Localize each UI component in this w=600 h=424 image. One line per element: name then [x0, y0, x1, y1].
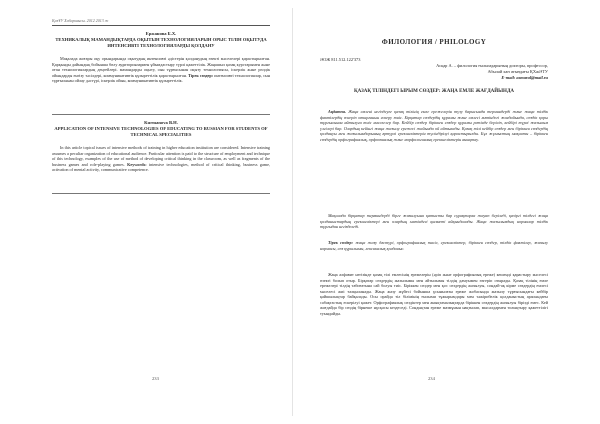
article2-keywords-label: Keywords:: [127, 161, 147, 167]
gutter: [292, 8, 293, 416]
annotation: [320, 109, 548, 142]
annotation-text: Жаңа емлені негіздеуге қазақ тілінің емле ережелерін түзу барысында терминдерді және жаңа тілдік фактілердің өзгеріп отырғанын ескеру тиіс. Бірқатар сөздердің құрамы және емлесі мәтіндегі жағдайында, сөздік қоры тұрғысынан айтылуға тиіс мәселелер бар. Кейбір сөздер біріккен сөздер құрамы ретінде беріліп, кейбірі түрлі жазылым үлгілері бар. Олардың кейінгі жаңа жазылу ережесі жайында ой айтылады. Қазақ тілі кейбір сөздер мен біріккен сөздердің қолдануы мен жазылымдарының әртүрлі ерекшеліктерін түсіндірілуі қарастырылды. Бұл жұмыстың мақсаты – біріккен сөздердің орфографиялық, орфоэпиялық және морфологиялық ерекшеліктерін анықтау.: [320, 109, 549, 142]
right-page: [320, 0, 548, 424]
article2-abstract: [52, 145, 270, 173]
keywords-label: Тірек сөздер:: [328, 240, 354, 245]
article-title: ҚАЗАҚ ТІЛІНДЕГІ ЫРЫМ СӨЗДЕР: ЖАҢА ЕМЛЕ ЖАҒДАЙЫНДА: [353, 89, 515, 94]
udc-code: ӘОЖ 811.512.122'373: [320, 57, 361, 62]
section-header: ФИЛОЛОГИЯ / PHILOLOGY: [381, 38, 487, 46]
article2-abstract-text: In this article topical issues of intensive methods of training in higher education institution are considered. Intensive training assumes a peculiar organization of educational audience. Particular attention is paid to the structure of employment and technique of this technology, examples of the use of method of developing critical thinking in the classroom, as well as fragments of the business games and role-playing games.: [52, 145, 270, 167]
keywords-block: [320, 240, 548, 251]
article2-authors: Kurmanova B.H.: [144, 120, 178, 125]
affiliation: Абылай хан атындағы ҚХжӘТУ: [487, 69, 548, 74]
article1-authors: Ержанова Б.Х.: [145, 31, 177, 36]
running-head: ҚазҰУ Хабаршысы. 2012 2013 ж: [52, 18, 109, 23]
article-body: Жаңа алфавит негізінде қазақ тілі емлесінің ережелерін (әріп және орфографиялық ереже) кешенді қарастыру мәселесі өзекті болып отыр. Бірқатар сөздердің жазылымы мен айтылымы тілдің дамуымен өзгеріп отырады. Қазақ тілінің емле ережелері тілдің табиғатына сай болуы тиіс. Біріккен сөздер мен қос сөздердің жазылуы, сондай-ақ кірме сөздердің емлесі мәселесі жиі талқыланады. Жаңа жазу жүйесі бойынша ұсынылған ереже жобасында жазылу тұрғысындағы кейбір қайшылықтар байқалады. Осы орайда тіл білімінің ғылыми тұжырымдары мен тәжірибелік қолданыстың арасындағы сабақтастық ескерілуі қажет. Орфографиялық сөздіктер мен анықтамалықтарда біріккен сөздердің жазылуы бірізді емес. Кей жағдайда бір сөздің бірнеше нұсқасы кездеседі. Сондықтан ереже мазмұнын нақтылап, мысалдармен толықтыру қажеттілігі туындайды.: [320, 272, 548, 316]
article1-title: ТЕХНИКАЛЫҚ МАМАНДЫҚТАРДА ОҚЫТЫН ТЕХНОЛОГИЯЛАРЫН ОРЫС ТІЛІН ОҚЫТУДА ИНТЕНСИВТІ ТЕХНОЛОГИЯЛАРДЫ ҚОЛДАНУ: [55, 37, 267, 48]
annotation-label: Аңдатпа.: [328, 109, 347, 114]
keywords-text: жаңа жазу дәстүрі, орфографиялық тәсіл, ерекшеліктер, біріккен сөздер, тілдік фактілер, жазылу нормасы, сөз құрылымы, лексикалық қолданыс.: [320, 240, 548, 251]
page-number-right: 234: [428, 376, 435, 381]
header-rule: [52, 25, 270, 26]
article1-keywords: интенсивті технологиялар, сын тұрғысынан ойлау дәстүрі, іскерлік ойын, коммуникативтік құзыреттілік.: [52, 72, 270, 83]
article1-abstract: [52, 56, 270, 84]
article-divider: [52, 114, 270, 115]
left-page: [52, 0, 270, 424]
article2-keywords: intensive technologies, method of critical thinking, business game, activation of mental activity, communicative competence.: [52, 161, 271, 172]
article1-keywords-label: Тірек сөздер:: [188, 72, 214, 78]
author-line: Асқар А. – филология ғылымдарының докторы, профессор,: [436, 63, 548, 68]
page-number-left: 233: [152, 376, 159, 381]
end-rule: [52, 193, 270, 194]
email: E-mail: asmaral@mail.ru: [501, 75, 548, 80]
annotation-paragraph-2: Мақалада бірқатар терминдерді бірге жазылуына қатысты бар сұрақтарға жауап беріледі, қазіргі тілдегі жаңа қолданыстардың ерекшеліктері мен олардың мәтіндегі қызметі айқындалады. Жаңа жазылымдық нормалар тілдік тұрғыдан негізделеді.: [320, 213, 548, 229]
article2-title: APPLICATION OF INTENSIVE TECHNOLOGIES OF EDUCATING TO RUSSIAN FOR STUDENTS OF TECHNICAL SPECIALITIES: [54, 126, 268, 137]
article1-abstract-text: Мақалада жоғары оқу орындарында оқытудың интенсивті әдістерін қолданудың өзекті мәселелері қарастырылған. Қарқынды дайындық бойынша бөлу аудиториялармен ұйымдастыру түрлі қажеттілік. Жаңашыл қазақ курстарымен және оған технологиялардың деңгейлері. мамандарды оқыту, сын тұрғысынан оқыту технологиясы, іскерлік және рөлдік ойындарды енгізу тәсілдері, коммуникативтік құзыреттілік қарастырылған.: [52, 56, 270, 78]
